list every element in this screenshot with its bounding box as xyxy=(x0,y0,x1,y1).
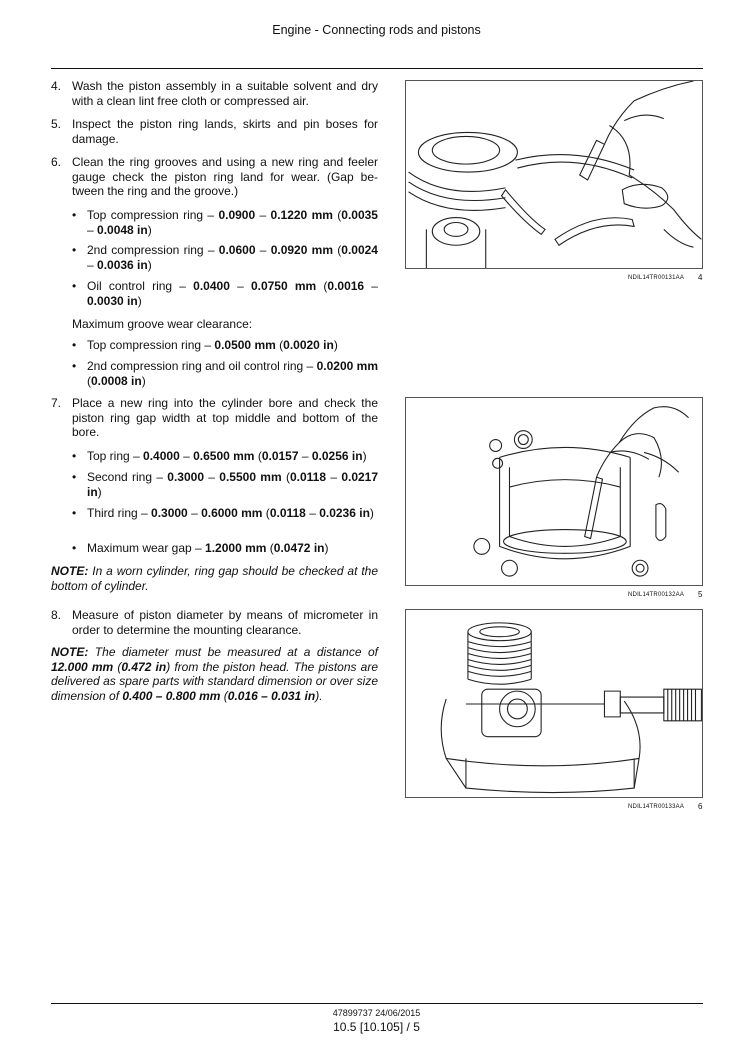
step-text: Wash the piston assembly in a suitable solvent and dry with a clean lint free cloth or compressed air. xyxy=(72,79,378,108)
list-item-text: Top compression ring – 0.0500 mm (0.0020 in) xyxy=(87,338,338,352)
figure-code: NDIL14TR00131AA xyxy=(628,275,685,281)
step-number: 5. xyxy=(51,117,62,131)
step-text: Measure of piston diameter by means of micrometer in order to determine the mounting clearance. xyxy=(72,608,378,637)
step-text: Place a new ring into the cylinder bore and check the piston ring gap width at top middle and bottom of the bore. xyxy=(72,396,378,439)
list-item-text: Top compression ring – 0.0900 – 0.1220 mm (0.0035 – 0.0048 in) xyxy=(87,208,378,237)
step-number: 8. xyxy=(51,608,62,622)
cylinder-bore-illustration xyxy=(406,398,702,585)
step-text: Inspect the piston ring lands, skirts and pin boses for damage. xyxy=(72,117,378,146)
list-item-text: Third ring – 0.3000 – 0.6000 mm (0.0118 – 0.0236 in) xyxy=(87,506,374,520)
bullet: • xyxy=(72,506,77,520)
list-item xyxy=(72,541,378,556)
bullet: • xyxy=(72,470,77,484)
step-6 xyxy=(51,155,378,199)
list-item xyxy=(72,243,378,272)
piston-micrometer-illustration xyxy=(406,610,702,797)
figure-number: 5 xyxy=(698,590,703,599)
figure-code: NDIL14TR00133AA xyxy=(628,804,685,810)
list-item xyxy=(72,359,378,388)
header-rule xyxy=(51,68,703,69)
step-4 xyxy=(51,79,378,108)
list-item-text: Maximum wear gap – 1.2000 mm (0.0472 in) xyxy=(87,541,329,555)
step-text: Clean the ring grooves and using a new ring and feeler gauge check the piston ring land for wear. (Gap be- tween the ring and the groove.) xyxy=(72,155,378,198)
bullet: • xyxy=(72,243,77,257)
step-number: 7. xyxy=(51,396,62,410)
footer-rule xyxy=(51,1003,703,1004)
step-7 xyxy=(51,396,378,440)
footer-doc-id: 47899737 24/06/2015 xyxy=(332,1008,421,1018)
bullet: • xyxy=(72,279,77,293)
list-item xyxy=(72,279,378,308)
step-8 xyxy=(51,608,378,637)
bullet: • xyxy=(72,338,77,352)
note-worn-cylinder: NOTE: In a worn cylinder, ring gap should be checked at the bottom of cylinder. xyxy=(51,564,378,593)
figure-code: NDIL14TR00132AA xyxy=(628,592,685,598)
list-item-text: 2nd compression ring and oil control ring – 0.0200 mm (0.0008 in) xyxy=(87,359,378,388)
list-item xyxy=(72,449,378,464)
list-item xyxy=(72,506,378,521)
bullet: • xyxy=(72,449,77,463)
figure-number: 4 xyxy=(698,273,703,282)
piston-feeler-gauge-illustration xyxy=(406,81,702,268)
figure-ring-gap-check xyxy=(405,397,703,586)
bullet: • xyxy=(72,541,77,555)
footer-page-number: 10.5 [10.105] / 5 xyxy=(333,1020,420,1034)
step-5 xyxy=(51,117,378,146)
figure-number: 6 xyxy=(698,802,703,811)
list-item-text: 2nd compression ring – 0.0600 – 0.0920 mm (0.0024 – 0.0036 in) xyxy=(87,243,378,272)
figure-piston-micrometer xyxy=(405,609,703,798)
page-header-title: Engine - Connecting rods and pistons xyxy=(272,23,481,37)
note-piston-diameter: NOTE: The diameter must be measured at a distance of 12.000 mm (0.472 in) from the piston head. The pistons are delivered as spare parts with standard dimension or over size dimension of 0.400 – 0.800 mm (0.016 – 0.031 in). xyxy=(51,645,378,703)
max-groove-heading: Maximum groove wear clearance: xyxy=(72,317,253,331)
bullet: • xyxy=(72,359,77,373)
figure-ring-land-check xyxy=(405,80,703,269)
list-item-text: Top ring – 0.4000 – 0.6500 mm (0.0157 – 0.0256 in) xyxy=(87,449,367,463)
list-item xyxy=(72,338,378,353)
step-number: 4. xyxy=(51,79,62,93)
list-item-text: Second ring – 0.3000 – 0.5500 mm (0.0118 – 0.0217 in) xyxy=(87,470,379,499)
step-number: 6. xyxy=(51,155,62,169)
list-item-text: Oil control ring – 0.0400 – 0.0750 mm (0.0016 – 0.0030 in) xyxy=(87,279,378,308)
list-item xyxy=(72,208,378,237)
bullet: • xyxy=(72,208,77,222)
list-item xyxy=(72,470,378,499)
